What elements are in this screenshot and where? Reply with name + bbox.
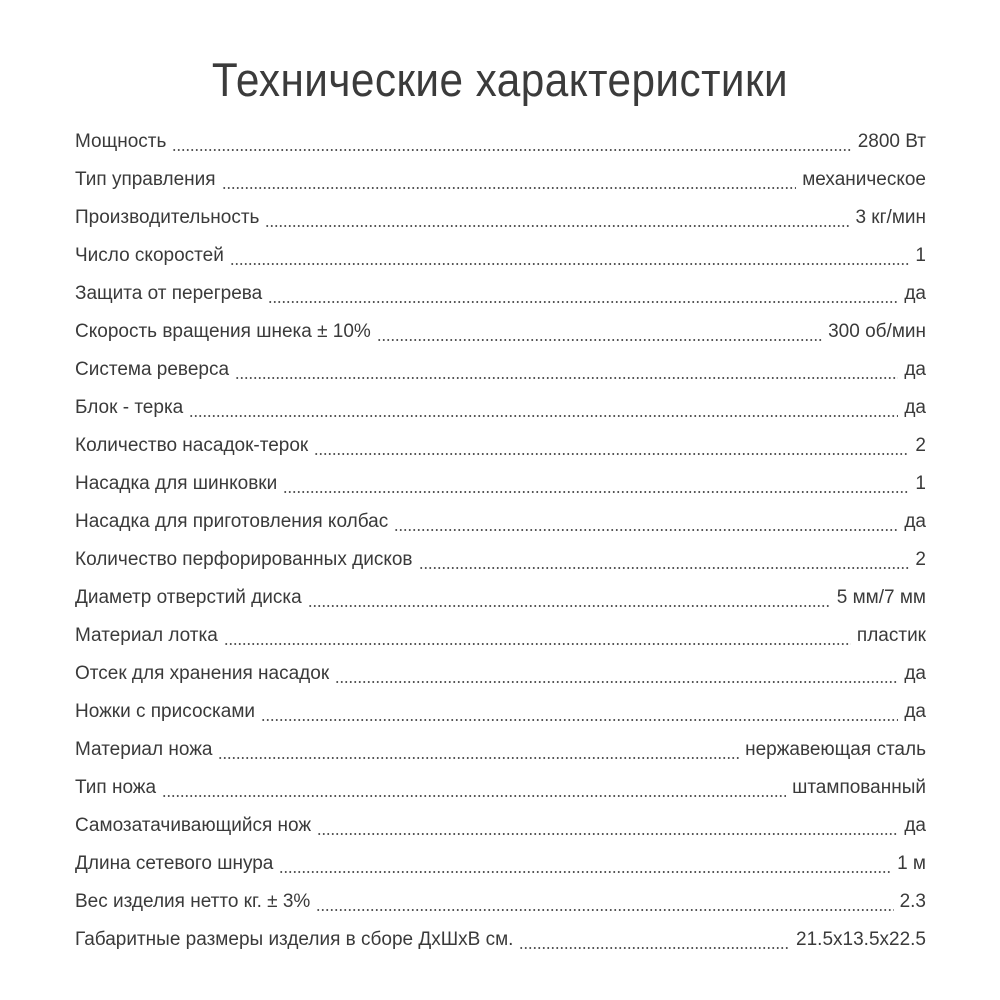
dot-leader [222, 187, 797, 189]
spec-row [75, 655, 926, 693]
spec-value: 2.3 [899, 891, 926, 912]
spec-label: Материал лотка [75, 625, 218, 646]
spec-label: Вес изделия нетто кг. ± 3% [75, 891, 311, 912]
spec-list [75, 123, 926, 959]
dot-leader [316, 909, 893, 911]
spec-label: Материал ножа [75, 739, 213, 760]
dot-leader [172, 149, 851, 151]
dot-leader [377, 339, 822, 341]
dot-leader [308, 605, 831, 607]
spec-row [75, 161, 926, 199]
spec-label: Мощность [75, 131, 167, 152]
spec-row [75, 807, 926, 845]
spec-row [75, 199, 926, 237]
spec-value: да [904, 701, 926, 722]
spec-row [75, 693, 926, 731]
spec-value: 1 м [897, 853, 926, 874]
page-title: Технические характеристики [211, 53, 789, 106]
spec-row [75, 465, 926, 503]
spec-value: 2800 Вт [857, 131, 926, 152]
dot-leader [335, 681, 898, 683]
spec-label: Блок - терка [75, 397, 184, 418]
spec-value: пластик [856, 625, 926, 646]
dot-leader [394, 529, 898, 531]
spec-label: Количество насадок-терок [75, 435, 309, 456]
spec-label: Самозатачивающийся нож [75, 815, 312, 836]
spec-row [75, 883, 926, 921]
spec-value: да [904, 815, 926, 836]
spec-label: Система реверса [75, 359, 230, 380]
spec-label: Количество перфорированных дисков [75, 549, 413, 570]
dot-leader [419, 567, 910, 569]
spec-value: да [904, 397, 926, 418]
spec-value: штампованный [792, 777, 926, 798]
dot-leader [218, 757, 739, 759]
spec-label: Насадка для шинковки [75, 473, 278, 494]
spec-value: механическое [802, 169, 926, 190]
spec-row [75, 427, 926, 465]
spec-row [75, 617, 926, 655]
dot-leader [314, 453, 909, 455]
spec-label: Отсек для хранения насадок [75, 663, 330, 684]
spec-value: 300 об/мин [828, 321, 926, 342]
spec-value: 2 [915, 435, 926, 456]
dot-leader [189, 415, 898, 417]
spec-value: да [904, 511, 926, 532]
spec-value: 1 [915, 245, 926, 266]
spec-value: 2 [915, 549, 926, 570]
dot-leader [519, 947, 790, 949]
dot-leader [224, 643, 851, 645]
spec-value: 1 [915, 473, 926, 494]
spec-row [75, 503, 926, 541]
spec-row [75, 123, 926, 161]
spec-label: Тип ножа [75, 777, 157, 798]
spec-row [75, 237, 926, 275]
dot-leader [265, 225, 849, 227]
spec-row [75, 389, 926, 427]
dot-leader [230, 263, 910, 265]
spec-label: Тип управления [75, 169, 216, 190]
dot-leader [283, 491, 909, 493]
dot-leader [317, 833, 898, 835]
spec-label: Длина сетевого шнура [75, 853, 274, 874]
spec-label: Насадка для приготовления колбас [75, 511, 389, 532]
spec-value: нержавеющая сталь [745, 739, 926, 760]
spec-label: Диаметр отверстий диска [75, 587, 302, 608]
spec-row [75, 845, 926, 883]
spec-value: 3 кг/мин [855, 207, 926, 228]
spec-value: да [904, 359, 926, 380]
spec-label: Число скоростей [75, 245, 224, 266]
spec-row [75, 313, 926, 351]
spec-row [75, 731, 926, 769]
spec-row [75, 579, 926, 617]
dot-leader [268, 301, 898, 303]
spec-row [75, 541, 926, 579]
spec-row [75, 351, 926, 389]
spec-row [75, 921, 926, 959]
dot-leader [279, 871, 891, 873]
spec-row [75, 769, 926, 807]
spec-label: Скорость вращения шнека ± 10% [75, 321, 371, 342]
dot-leader [162, 795, 786, 797]
spec-label: Защита от перегрева [75, 283, 263, 304]
dot-leader [261, 719, 898, 721]
spec-label: Производительность [75, 207, 260, 228]
spec-value: да [904, 283, 926, 304]
spec-value: 21.5x13.5x22.5 [796, 929, 926, 950]
spec-row [75, 275, 926, 313]
dot-leader [235, 377, 898, 379]
spec-label: Ножки с присосками [75, 701, 255, 722]
spec-value: да [904, 663, 926, 684]
spec-label: Габаритные размеры изделия в сборе ДхШхВ см. [75, 929, 514, 950]
spec-value: 5 мм/7 мм [836, 587, 926, 608]
